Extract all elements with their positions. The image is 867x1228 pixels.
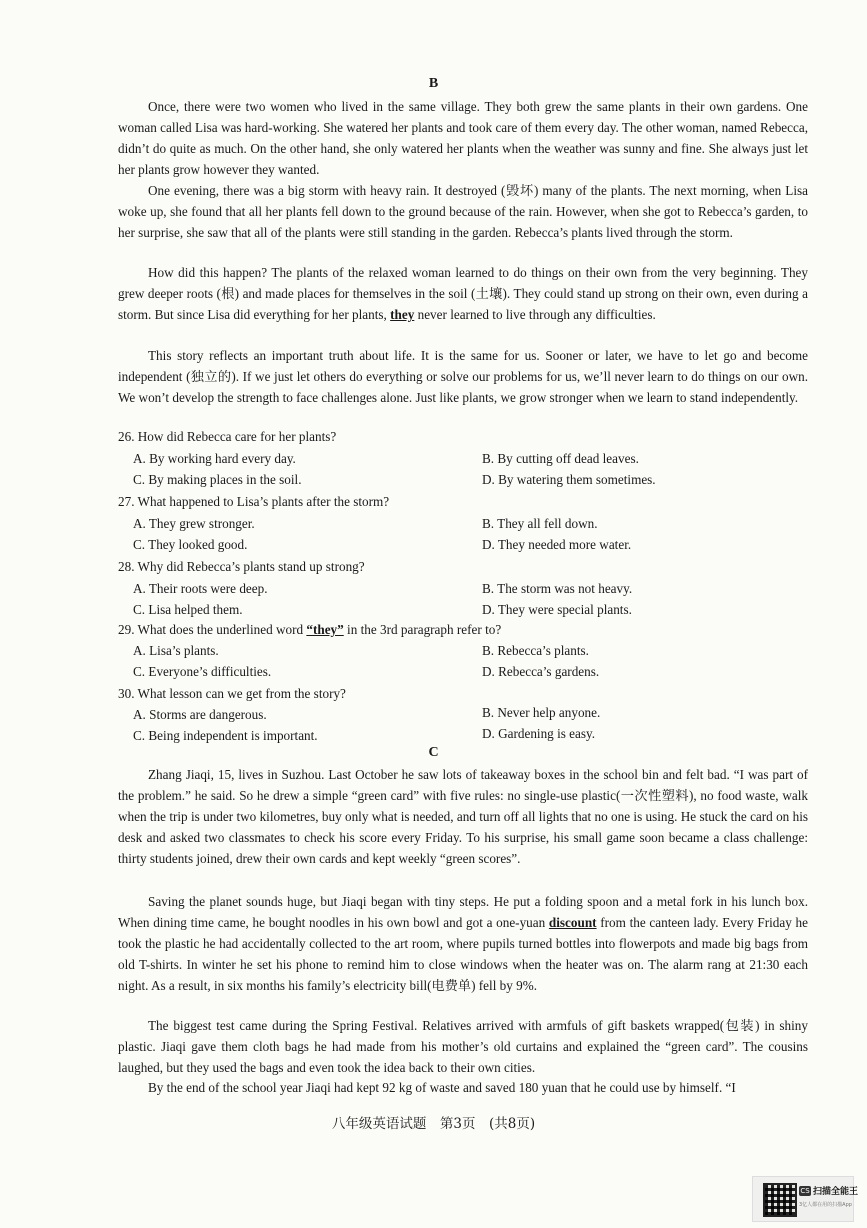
question-26: 26. How did Rebecca care for her plants? — [118, 429, 337, 444]
section-c-paragraph-3: The biggest test came during the Spring Festival. Relatives arrived with armfuls of gift baskets wrapped(包装) in shiny plastic. Jiaqi gave them cloth bags he had made from his mother’s old curtains and explained the “green card”. The cousins laughed, but they used the bags and even took the idea back to their own cities. — [118, 1018, 808, 1075]
question-30: 30. What lesson can we get from the story? — [118, 686, 346, 701]
section-c-paragraph-4: By the end of the school year Jiaqi had kept 92 kg of waste and saved 180 yuan that he could use by himself. “I — [148, 1080, 736, 1095]
option-26d: D. By watering them sometimes. — [482, 472, 656, 487]
option-30b: B. Never help anyone. — [482, 705, 601, 720]
question-28: 28. Why did Rebecca’s plants stand up strong? — [118, 559, 365, 574]
underlined-word-they: they — [390, 307, 415, 322]
question-27: 27. What happened to Lisa’s plants after the storm? — [118, 494, 390, 509]
section-b-paragraph-3: How did this happen? The plants of the relaxed woman learned to do things on their own from the very beginning. They grew deeper roots (根) and made places for themselves in the soil (土壤). They could stand up strong on their own, even during a storm. But since Lisa did everything for her plants, they never learned to live through any difficulties. — [118, 265, 808, 322]
option-28d: D. They were special plants. — [482, 602, 632, 617]
option-28b: B. The storm was not heavy. — [482, 581, 633, 596]
section-b-paragraph-2: One evening, there was a big storm with heavy rain. It destroyed (毁坏) many of the plants. The next morning, when Lisa woke up, she found that all her plants fell down to the ground because of the rain. However, when she got to Rebecca’s garden, to her surprise, she saw that all of the plants were still standing in the garden. Rebecca’s plants lived through the storm. — [118, 183, 808, 240]
section-b-paragraph-1: Once, there were two women who lived in the same village. They both grew the same plants in their own gardens. One woman called Lisa was hard-working. She watered her plants and took care of them every day. The other woman, named Rebecca, didn’t do quite as much. On the other hand, she only watered her plants when the weather was sunny and fine. She always just let her plants grow however they wanted. — [118, 99, 808, 177]
section-b-title: B — [428, 76, 439, 91]
option-27d: D. They needed more water. — [482, 537, 632, 552]
option-27a: A. They grew stronger. — [133, 516, 255, 531]
option-28c: C. Lisa helped them. — [133, 602, 243, 617]
section-b-paragraph-4: This story reflects an important truth about life. It is the same for us. Sooner or later, we have to let go and become independent (独立的). If we just let others do everything or solve our problems for us, we’ll never learn to do things on our own. We won’t develop the strength to face challenges alone. Just like plants, we grow stronger when we learn to stand independently. — [118, 348, 808, 405]
scanner-watermark — [752, 1176, 859, 1222]
option-28a: A. Their roots were deep. — [133, 581, 268, 596]
underlined-word-discount: discount — [548, 915, 597, 930]
section-c-paragraph-2: Saving the planet sounds huge, but Jiaqi began with tiny steps. He put a folding spoon and a metal fork in his lunch box. When dining time came, he bought noodles in his own bowl and got a one-yuan discount from the canteen lady. Every Friday he took the plastic he had accidentally collected to the art room, where pupils turned bottles into flowerpots and made big bags from old T-shirts. In winter he set his phone to remind him to close windows when the heater was on. The alarm rang at 21:30 each night. As a result, in six months his family’s electricity bill(电费单) fell by 9%. — [118, 894, 808, 993]
section-c-title: C — [428, 745, 439, 760]
option-29a: A. Lisa’s plants. — [133, 643, 219, 658]
option-27c: C. They looked good. — [133, 537, 248, 552]
option-26b: B. By cutting off dead leaves. — [482, 451, 639, 466]
option-30a: A. Storms are dangerous. — [133, 707, 267, 722]
option-29d: D. Rebecca’s gardens. — [482, 664, 600, 679]
scanner-app-name: 扫描全能王 — [813, 1187, 859, 1197]
scanner-app-tagline: 3亿人都在用的扫描App — [799, 1202, 852, 1208]
camscanner-logo-icon: CS — [800, 1187, 810, 1195]
page-footer: 八年级英语试题 第3页 (共8页) — [331, 1116, 536, 1132]
underlined-they-in-question: “they” — [306, 622, 344, 637]
option-29c: C. Everyone’s difficulties. — [133, 664, 272, 679]
section-c-paragraph-1: Zhang Jiaqi, 15, lives in Suzhou. Last October he saw lots of takeaway boxes in the school bin and felt bad. “I was part of the problem.” he said. So he drew a simple “green card” with five rules: no single-use plastic(一次性塑料), no food waste, walk when the trip is under two kilometres, buy only what is needed, and turn off all lights that no one is using. He stuck the card on his desk and asked two classmates to check his score every Friday. To his surprise, his small game soon became a class challenge: thirty students joined, drew their own cards and kept weekly “green scores”. — [118, 767, 808, 866]
option-26a: A. By working hard every day. — [133, 451, 296, 466]
option-26c: C. By making places in the soil. — [133, 472, 302, 487]
option-30d: D. Gardening is easy. — [482, 726, 596, 741]
option-27b: B. They all fell down. — [482, 516, 598, 531]
question-29: 29. What does the underlined word “they” in the 3rd paragraph refer to? — [118, 622, 502, 637]
qr-code-icon — [763, 1183, 797, 1217]
option-30c: C. Being independent is important. — [133, 728, 318, 743]
option-29b: B. Rebecca’s plants. — [482, 643, 589, 658]
